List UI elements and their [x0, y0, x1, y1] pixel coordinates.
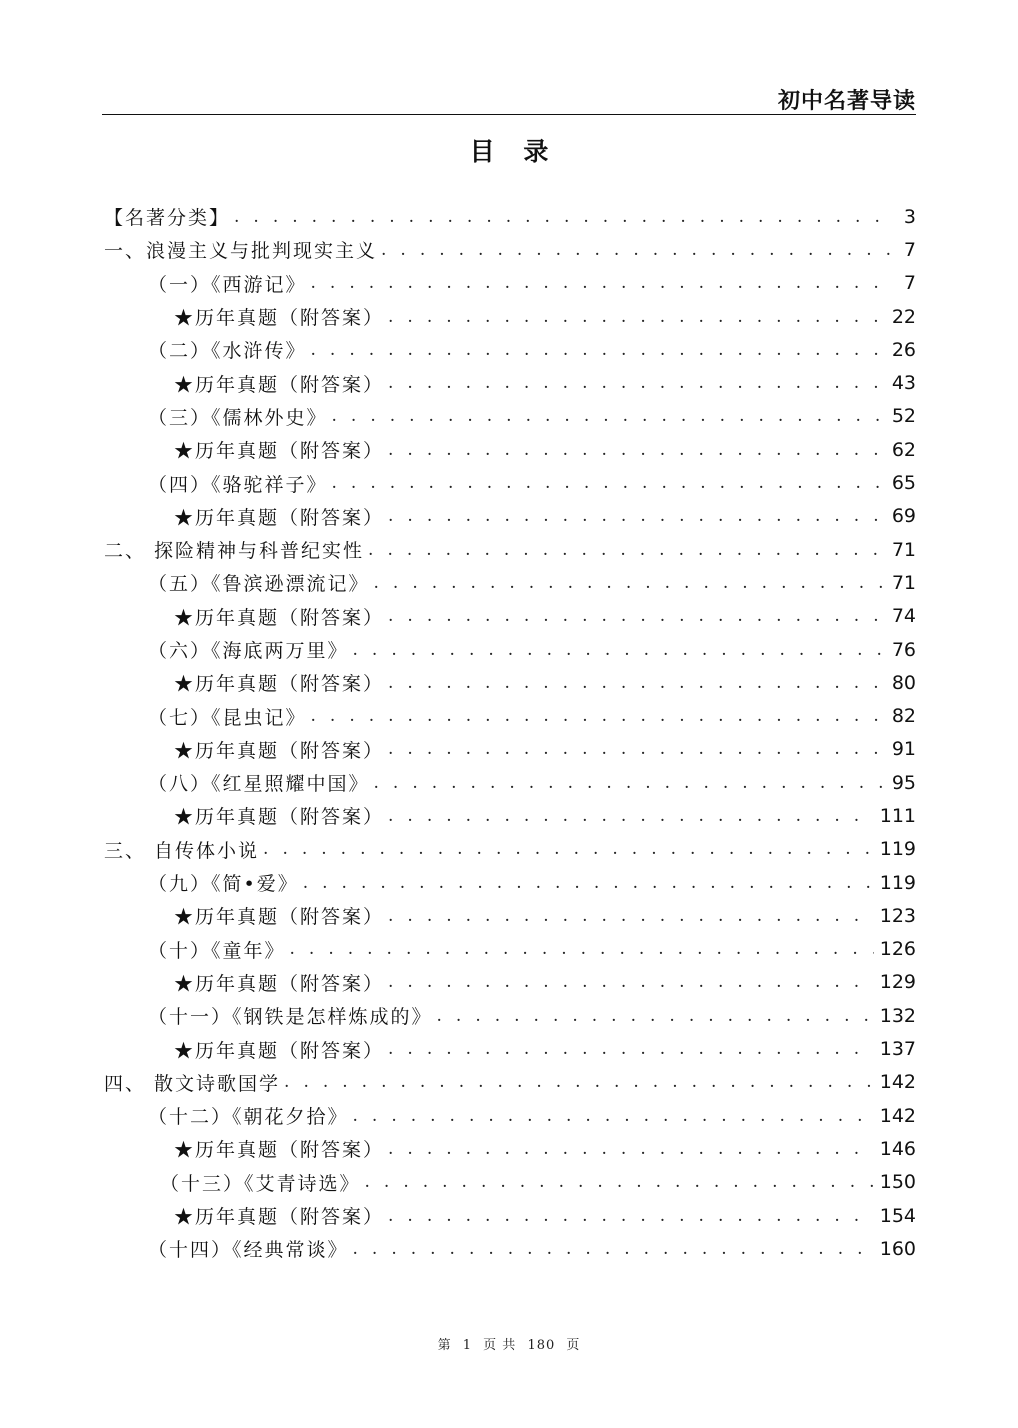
toc-dot-leader — [388, 373, 886, 393]
toc-entry[interactable] — [104, 466, 916, 499]
toc-dot-leader — [388, 806, 874, 826]
toc-dot-leader — [388, 440, 886, 460]
toc-entry-label: （九）《简•爱》 — [148, 873, 299, 896]
toc-entry-label: ★历年真题（附答案） — [174, 972, 385, 995]
toc-entry-page-number: 150 — [879, 1171, 916, 1194]
toc-entry-label: ★历年真题（附答案） — [174, 440, 385, 463]
toc-dot-leader — [353, 1239, 874, 1259]
toc-dot-leader — [388, 307, 886, 327]
toc-entry-label: ★历年真题（附答案） — [174, 373, 385, 396]
toc-entry-label: 三、 自传体小说 — [104, 839, 260, 862]
toc-entry-label: ★历年真题（附答案） — [174, 606, 385, 629]
page-footer — [0, 1334, 1018, 1353]
toc-entry-page-number: 69 — [891, 505, 916, 528]
toc-dot-leader — [311, 706, 886, 726]
toc-entry[interactable] — [104, 566, 916, 599]
toc-entry[interactable] — [104, 433, 916, 466]
toc-entry-label: （十二）《朝花夕拾》 — [148, 1106, 349, 1129]
footer-total-pages: 180 — [527, 1338, 556, 1353]
toc-dot-leader — [388, 906, 874, 926]
toc-dot-leader — [388, 1139, 874, 1159]
toc-entry-page-number: 82 — [891, 705, 916, 728]
toc-entry-label: （八）《红星照耀中国》 — [148, 773, 370, 796]
toc-entry[interactable] — [104, 833, 916, 866]
toc-entry-page-number: 132 — [879, 1004, 916, 1027]
toc-entry-label: （十四）《经典常谈》 — [148, 1239, 349, 1262]
toc-entry[interactable] — [104, 600, 916, 633]
toc-entry-page-number: 146 — [879, 1137, 916, 1160]
toc-entry[interactable] — [104, 633, 916, 666]
toc-entry[interactable] — [104, 400, 916, 433]
toc-dot-leader — [374, 573, 886, 593]
toc-entry-label: ★历年真题（附答案） — [174, 906, 385, 929]
toc-entry-label: （六）《海底两万里》 — [148, 640, 349, 662]
toc-entry-label: 一、浪漫主义与批判现实主义 — [104, 240, 378, 263]
toc-entry-label: ★历年真题（附答案） — [174, 673, 385, 696]
toc-entry[interactable] — [104, 866, 916, 899]
toc-entry-label: 【名著分类】 — [104, 207, 231, 230]
toc-entry-label: ★历年真题（附答案） — [174, 506, 385, 529]
toc-entry[interactable] — [104, 899, 916, 932]
toc-entry[interactable] — [104, 733, 916, 766]
toc-entry-label: （一）《西游记》 — [148, 273, 307, 296]
toc-entry[interactable] — [104, 699, 916, 732]
toc-entry[interactable] — [104, 1132, 916, 1165]
toc-entry-label: ★历年真题（附答案） — [174, 1039, 385, 1062]
toc-entry[interactable] — [104, 1199, 916, 1232]
toc-dot-leader — [234, 207, 890, 227]
toc-entry-page-number: 142 — [879, 1071, 916, 1094]
page-title: 目 录 — [469, 137, 559, 166]
toc-entry-label: （五）《鲁滨逊漂流记》 — [148, 573, 370, 596]
table-of-contents — [104, 200, 916, 1266]
toc-entry-page-number: 26 — [891, 338, 916, 361]
toc-dot-leader — [374, 773, 886, 793]
toc-entry-label: （十三）《艾青诗选》 — [160, 1172, 361, 1195]
toc-entry-label: 四、 散文诗歌国学 — [104, 1072, 281, 1095]
toc-entry[interactable] — [104, 500, 916, 533]
toc-dot-leader — [388, 972, 874, 992]
toc-entry[interactable] — [104, 1032, 916, 1065]
toc-dot-leader — [311, 273, 890, 293]
toc-entry[interactable] — [104, 300, 916, 333]
toc-dot-leader — [437, 1006, 874, 1026]
toc-entry-page-number: 160 — [879, 1237, 916, 1260]
toc-entry-page-number: 137 — [879, 1038, 916, 1061]
toc-entry-label: ★历年真题（附答案） — [174, 739, 385, 762]
toc-entry-page-number: 74 — [891, 605, 916, 628]
toc-dot-leader — [303, 873, 874, 893]
toc-dot-leader — [332, 406, 886, 426]
toc-dot-leader — [368, 540, 886, 560]
toc-entry[interactable] — [104, 1232, 916, 1265]
toc-entry-page-number: 7 — [903, 272, 916, 295]
toc-dot-leader — [290, 939, 874, 959]
footer-prefix: 第 — [437, 1338, 452, 1353]
toc-entry-label: （十一）《钢铁是怎样炼成的》 — [148, 1006, 433, 1029]
toc-entry-page-number: 111 — [879, 804, 916, 827]
footer-suffix: 页 — [566, 1338, 581, 1353]
toc-entry[interactable] — [104, 799, 916, 832]
toc-entry[interactable] — [104, 1166, 916, 1199]
toc-entry-label: ★历年真题（附答案） — [174, 806, 385, 829]
toc-entry[interactable] — [104, 366, 916, 399]
toc-entry-label: ★历年真题（附答案） — [174, 1206, 385, 1229]
toc-entry-label: （七）《昆虫记》 — [148, 706, 307, 729]
toc-entry[interactable] — [104, 333, 916, 366]
toc-entry-page-number: 71 — [891, 571, 916, 594]
toc-dot-leader — [353, 1106, 874, 1126]
toc-entry-label: ★历年真题（附答案） — [174, 307, 385, 330]
toc-entry-page-number: 126 — [879, 938, 916, 961]
toc-entry-page-number: 129 — [879, 971, 916, 994]
toc-entry-page-number: 119 — [879, 871, 916, 894]
toc-entry[interactable] — [104, 1066, 916, 1099]
toc-dot-leader — [388, 1039, 874, 1059]
toc-dot-leader — [388, 673, 886, 693]
toc-dot-leader — [388, 606, 886, 626]
toc-entry[interactable] — [104, 1099, 916, 1132]
toc-entry[interactable] — [104, 267, 916, 300]
toc-entry[interactable] — [104, 966, 916, 999]
toc-entry-page-number: 65 — [891, 472, 916, 495]
toc-entry-page-number: 7 — [903, 238, 916, 261]
toc-entry-label: （十）《童年》 — [148, 939, 286, 962]
toc-entry[interactable] — [104, 533, 916, 566]
toc-dot-leader — [388, 739, 886, 759]
toc-entry-page-number: 123 — [879, 904, 916, 927]
toc-entry[interactable] — [104, 933, 916, 966]
toc-entry-page-number: 62 — [891, 438, 916, 461]
toc-entry-label: ★历年真题（附答案） — [174, 1139, 385, 1162]
toc-entry-page-number: 142 — [879, 1104, 916, 1127]
toc-dot-leader — [284, 1072, 874, 1092]
toc-dot-leader — [263, 839, 874, 859]
toc-entry-page-number: 80 — [891, 671, 916, 694]
toc-dot-leader — [365, 1172, 874, 1192]
toc-entry[interactable] — [104, 999, 916, 1032]
toc-entry[interactable] — [104, 200, 916, 233]
toc-dot-leader — [381, 240, 890, 260]
footer-middle: 页 共 — [483, 1338, 517, 1353]
toc-entry-page-number: 76 — [891, 638, 916, 661]
footer-current-page: 1 — [462, 1338, 473, 1353]
toc-entry-label: （二）《水浒传》 — [148, 340, 307, 363]
toc-entry-page-number: 71 — [891, 538, 916, 561]
toc-dot-leader — [311, 340, 886, 360]
toc-entry-label: （四）《骆驼祥子》 — [148, 473, 328, 496]
toc-entry[interactable] — [104, 666, 916, 699]
running-header-title: 初中名著导读 — [777, 89, 916, 114]
toc-dot-leader — [353, 640, 886, 660]
toc-entry-label: （三）《儒林外史》 — [148, 406, 328, 429]
toc-entry-page-number: 119 — [879, 838, 916, 861]
toc-entry-page-number: 22 — [891, 305, 916, 328]
toc-entry-label: 二、 探险精神与科普纪实性 — [104, 540, 365, 563]
toc-entry[interactable] — [104, 766, 916, 799]
toc-entry-page-number: 3 — [903, 205, 916, 228]
toc-entry-page-number: 91 — [891, 738, 916, 761]
toc-entry-page-number: 43 — [891, 372, 916, 395]
toc-entry[interactable] — [104, 233, 916, 266]
header-divider — [102, 114, 916, 115]
toc-entry-page-number: 95 — [891, 771, 916, 794]
toc-dot-leader — [332, 473, 886, 493]
toc-entry-page-number: 52 — [891, 405, 916, 428]
toc-entry-page-number: 154 — [879, 1204, 916, 1227]
toc-dot-leader — [388, 506, 886, 526]
toc-dot-leader — [388, 1206, 874, 1226]
